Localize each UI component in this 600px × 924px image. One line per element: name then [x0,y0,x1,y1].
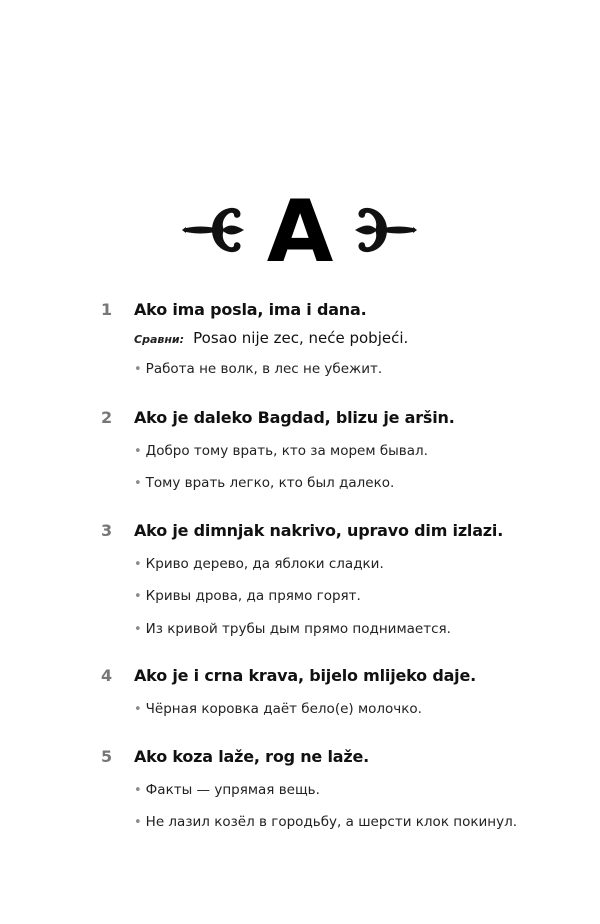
translation-item [134,555,384,574]
translation-text: Работа не волк, в лес не убежит. [145,361,383,377]
translation-item [134,700,422,719]
fleur-ornament-right-icon [355,206,417,254]
translation-text: Кривы дрова, да прямо горят. [145,588,361,604]
proverb-text: Ako je daleko Bagdad, blizu je aršin. [134,408,455,427]
bullet-icon: • [134,444,142,459]
proverb-text: Ako koza laže, rog ne laže. [134,747,369,766]
translation-item [134,360,382,379]
proverb-text: Ako je dimnjak nakrivo, upravo dim izlazi. [134,521,504,540]
bullet-icon: • [134,783,142,798]
entry-number: 5 [101,747,113,766]
translation-text: Из кривой трубы дым прямо поднимается. [145,621,451,637]
bullet-icon: • [134,815,142,830]
translation-item [134,813,517,832]
translation-text: Добро тому врать, кто за морем бывал. [145,443,428,459]
entry-number: 2 [101,408,113,427]
translation-text: Криво дерево, да яблоки сладки. [145,556,384,572]
entry-number: 4 [101,666,113,685]
translation-item [134,587,361,606]
entry-number: 3 [101,521,113,540]
translation-item [134,474,394,493]
proverb-text: Ako je i crna krava, bijelo mlijeko daje. [134,666,476,685]
compare-line [134,328,408,350]
section-letter: A [266,182,334,282]
bullet-icon: • [134,476,142,491]
translation-text: Факты — упрямая вещь. [145,782,320,798]
translation-text: Не лазил козёл в городьбу, а шерсти клок покинул. [145,814,518,830]
bullet-icon: • [134,702,142,717]
translation-text: Тому врать легко, кто был далеко. [145,475,395,491]
entry-number: 1 [101,300,113,319]
bullet-icon: • [134,362,142,377]
compare-text: Posao nije zec, neće pobjeći. [193,329,409,347]
proverb-text: Ako ima posla, ima i dana. [134,300,367,319]
translation-item [134,442,428,461]
bullet-icon: • [134,622,142,637]
translation-item [134,781,320,800]
bullet-icon: • [134,557,142,572]
translation-text: Чёрная коровка даёт бело(е) молочко. [145,701,422,717]
translation-item [134,620,451,639]
section-header [0,182,600,282]
compare-label: Сравни: [134,333,185,346]
bullet-icon: • [134,589,142,604]
